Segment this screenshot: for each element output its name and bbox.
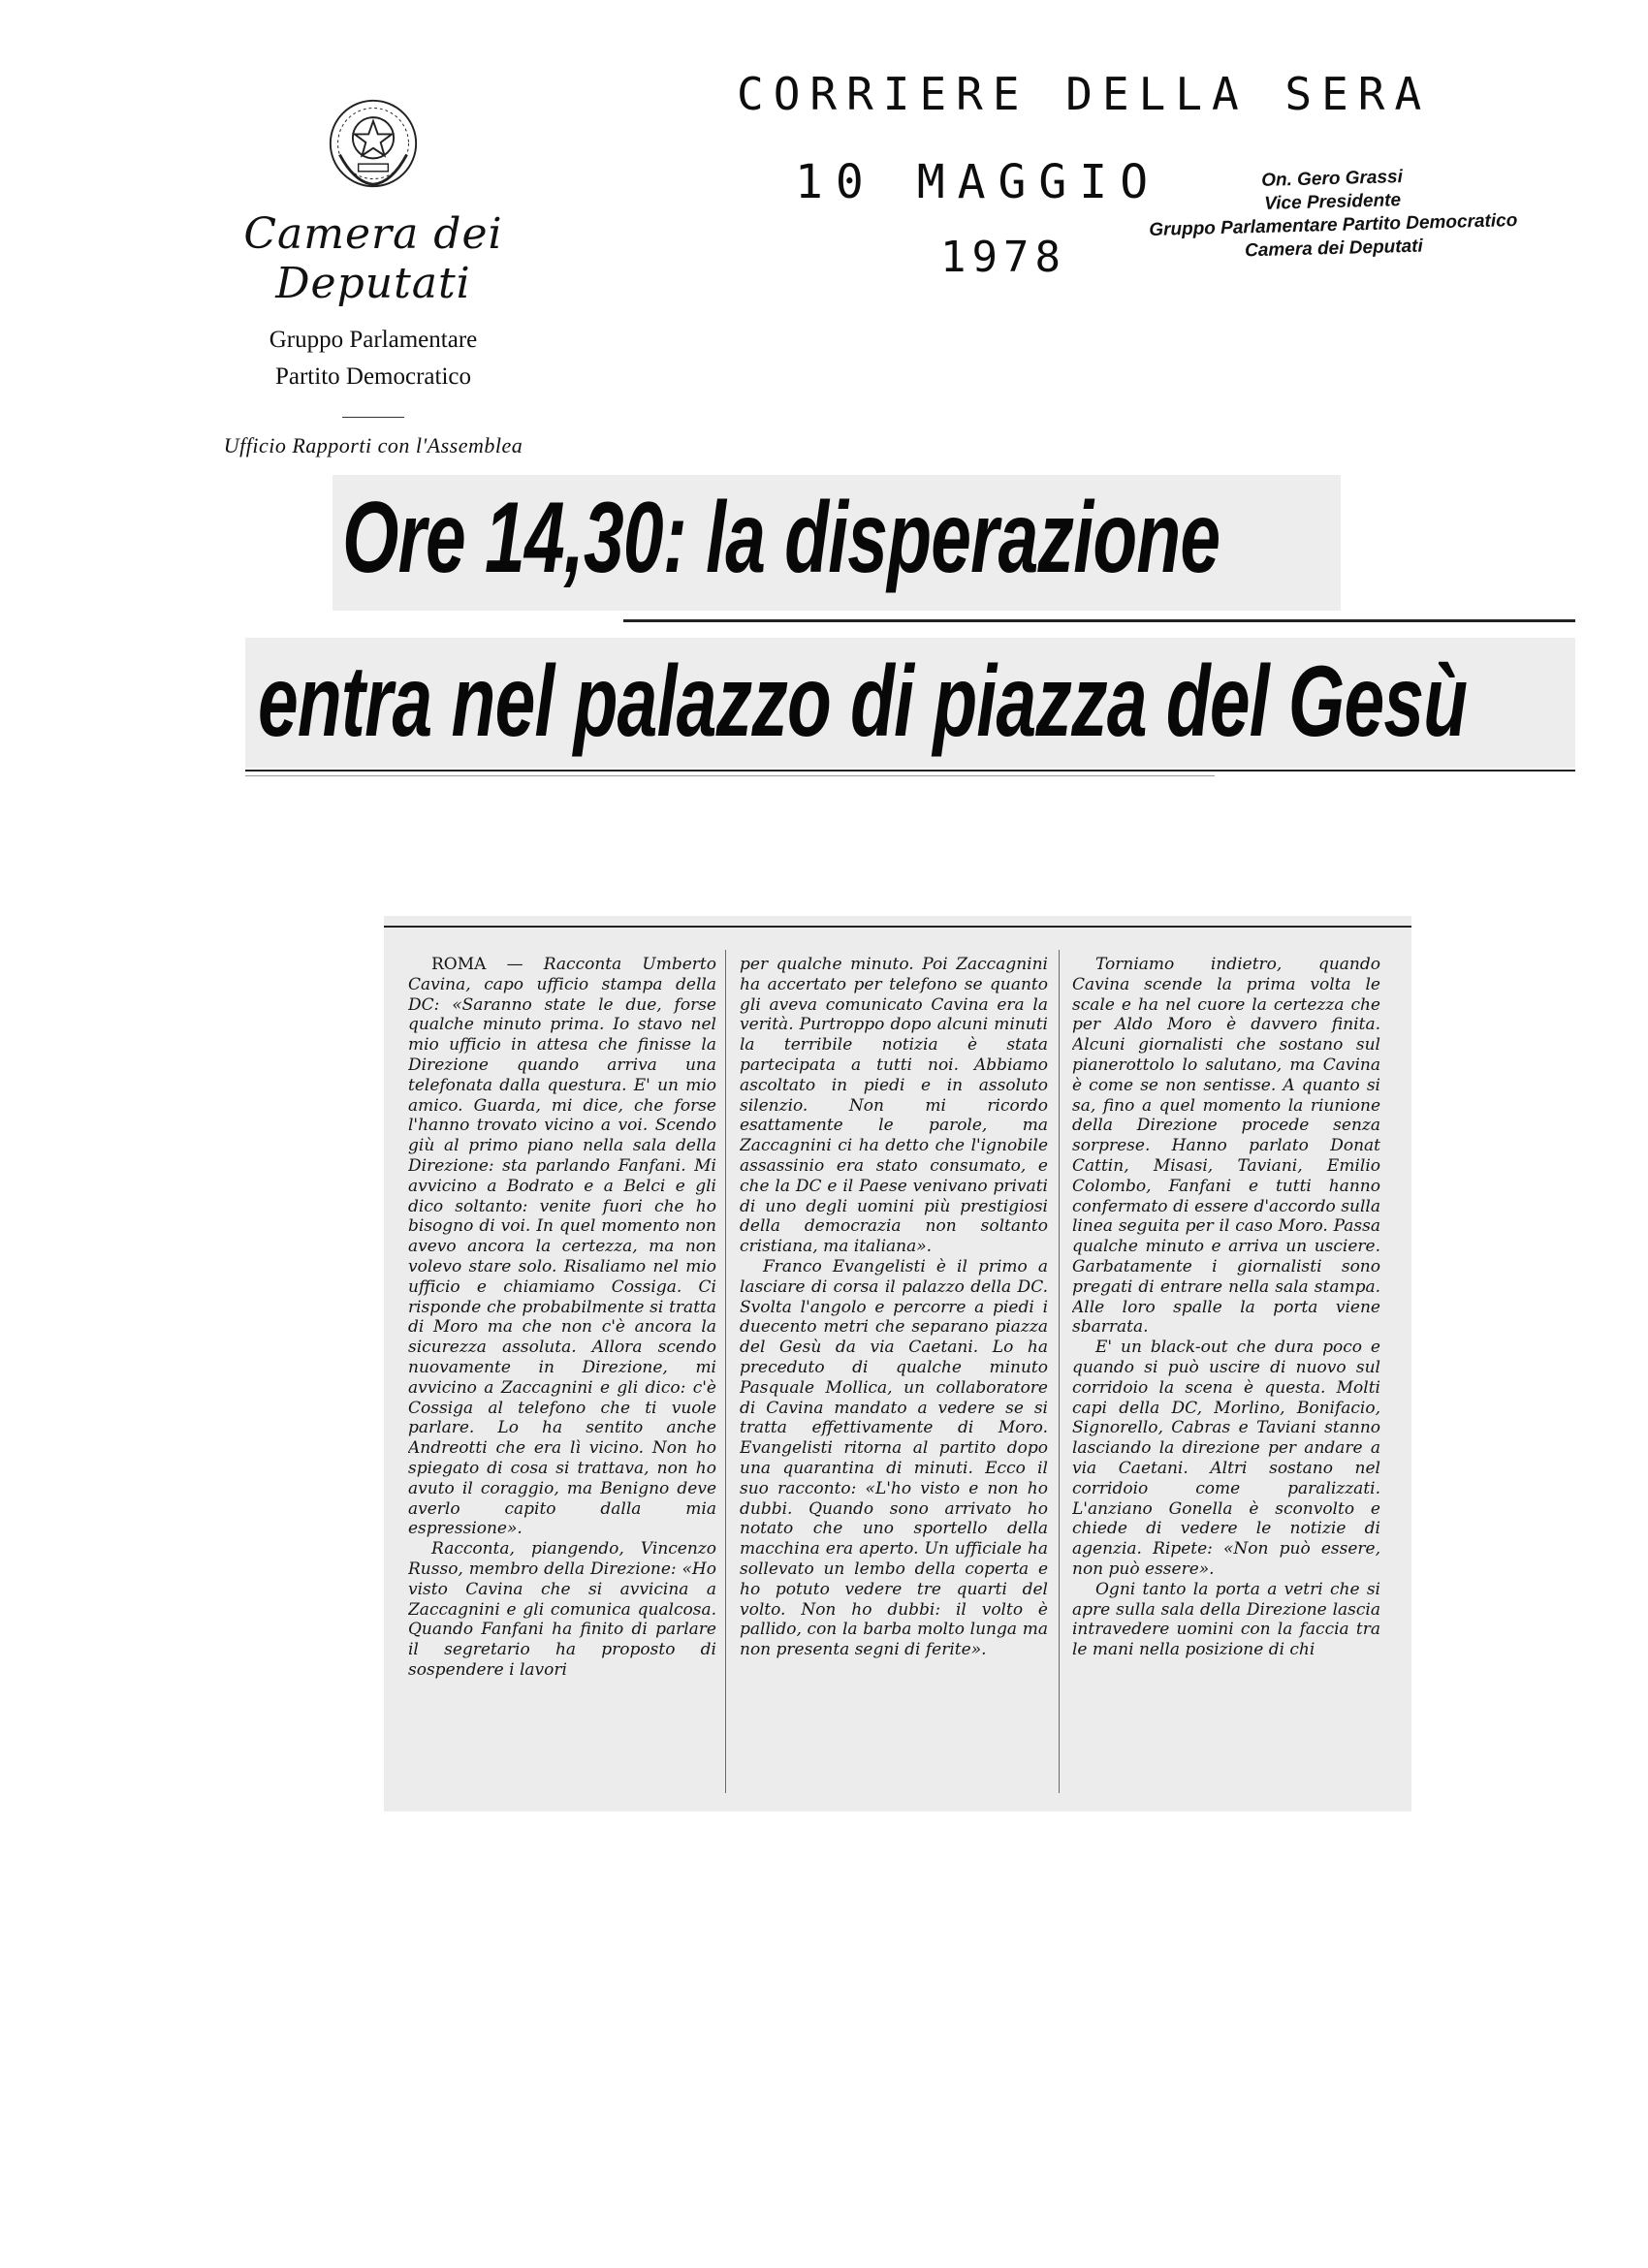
article-paragraph: ROMA — Racconta Umberto Cavina, capo ufficio stampa della DC: «Saranno state le due, forse qualche minuto prima. Io stavo nel mio ufficio in attesa che finisse la Direzione quando arriva una telefonata dalla questura. E' un mio amico. Guarda, mi dice, che forse l'hanno trovato vicino a voi. Scendo giù al primo piano nella sala della Direzione: sta parlando Fanfani. Mi avvicino a Bodrato e a Belci e gli dico soltanto: venite fuori che ho bisogno di voi. In quel momento non avevo ancora la certezza, ma non volevo stare solo. Risaliamo nel mio ufficio e chiamiamo Cossiga. Ci risponde che probabilmente si tratta di Moro ma che non c'è ancora la sicurezza assoluta. Allora scendo nuovamente in Direzione, mi avvicino a Zaccagnini e gli dico: c'è Cossiga al telefono che ti vuole parlare. Lo ha sentito anche Andreotti che era lì vicino. Non ho spiegato di cosa si trattava, non ho avuto il coraggio, ma Benigno deve averlo capito dalla mia espressione». — [408, 955, 716, 1539]
headline-rule-top — [623, 619, 1575, 622]
article-paragraph: per qualche minuto. Poi Zaccagnini ha accertato per telefono se quanto gli aveva comunicato Cavina era la verità. Purtroppo dopo alcuni minuti la terribile notizia è stata partecipata a tutti noi. Abbiamo ascoltato in piedi e in assoluto silenzio. Non mi ricordo esattamente le parole, ma Zaccagnini ci ha detto che l'ignobile assassinio era stato consumato, e che la DC e il Paese venivano privati di uno degli uomini più prestigiosi della democrazia non soltanto cristiana, ma italiana». — [740, 955, 1048, 1257]
stamp-institution: Camera dei Deputati — [1244, 236, 1424, 262]
headline-strip-1 — [333, 475, 1341, 611]
republic-emblem-icon — [327, 97, 420, 190]
article-paragraph: E' un black-out che dura poco e quando si può uscire di nuovo sul corridoio la scena è questa. Molti capi della DC, Morlino, Bonifacio, Signorello, Cabras e Taviani stanno lasciando la direzione per andare a via Caetani. Altri sostano nel corridoio come paralizzati. L'anziano Gonella è sconvolto e chiede di vedere le notizie di agenzia. Ripete: «Non può essere, non può essere». — [1072, 1338, 1380, 1579]
article-paragraph: Torniamo indietro, quando Cavina scende la prima volta le scale e ha nel cuore la certezza che per Aldo Moro è davvero finita. Alcuni giornalisti che sostano sul pianerottolo lo salutano, ma Cavina è come se non sentisse. A quanto si sa, fino a quel momento la riunione della Direzione procede senza sorprese. Hanno parlato Donat Cattin, Misasi, Taviani, Emilio Colombo, Fanfani e tutti hanno confermato di essere d'accordo sulla linea seguita per il caso Moro. Passa qualche minuto e arriva un usciere. Garbatamente i giornalisti sono pregati di entrare nella sala stampa. Alle loro spalle la porta viene sbarrata. — [1072, 955, 1380, 1338]
stamp-block — [1099, 162, 1567, 268]
group-line-1: Gruppo Parlamentare — [269, 327, 478, 353]
article-top-rule — [384, 926, 1411, 928]
headline-line-2: entra nel palazzo di piazza del Gesù — [257, 646, 1468, 758]
chamber-name: Camera dei Deputati — [243, 209, 503, 308]
letterhead-divider — [342, 417, 404, 418]
handwritten-newspaper-name: CORRIERE DELLA SERA — [737, 68, 1432, 120]
stamp-group: Gruppo Parlamentare Partito Democratico — [1149, 210, 1518, 240]
dateline: ROMA — — [431, 955, 523, 974]
stamp-role: Vice Presidente — [1264, 190, 1402, 214]
column-divider — [725, 950, 726, 1793]
letterhead — [165, 97, 582, 458]
headline-rule-bottom — [245, 770, 1575, 772]
headline-strip-2 — [245, 638, 1575, 768]
article-column-1 — [408, 955, 716, 1788]
column-divider — [1059, 950, 1060, 1793]
article-column-3 — [1072, 955, 1380, 1788]
article-paragraph: Ogni tanto la porta a vetri che si apre sulla sala della Direzione lascia intravedere uomini con la faccia tra le mani nella posizione di chi — [1072, 1579, 1380, 1660]
office-name: Ufficio Rapporti con l'Assemblea — [223, 433, 523, 457]
article-paragraph: Racconta, piangendo, Vincenzo Russo, membro della Direzione: «Ho visto Cavina che si avvicina a Zaccagnini e gli comunica qualcosa. Quando Fanfani ha finito di parlare il segretario ha proposto di sospendere i lavori — [408, 1539, 716, 1680]
headline-rule-faint — [245, 775, 1215, 776]
article-column-2 — [740, 955, 1048, 1788]
headline-line-1: Ore 14,30: la disperazione — [342, 482, 1220, 594]
group-line-2: Partito Democratico — [274, 363, 471, 390]
stamp-name: On. Gero Grassi — [1260, 167, 1404, 191]
article-paragraph: Franco Evangelisti è il primo a lasciare di corsa il palazzo della DC. Svolta l'angolo e percorre a piedi i duecento metri che separano piazza del Gesù da via Caetani. Lo ha preceduto di qualche minuto Pasquale Mollica, un collaboratore di Cavina mandato a vedere se si tratta effettivamente di Moro. Evangelisti ritorna al partito dopo una quarantina di minuti. Ecco il suo racconto: «L'ho visto e non ho dubbi. Quando sono arrivato ho notato che uno sportello della macchina era aperto. Un ufficiale ha sollevato un lembo della coperta e ho potuto vedere tre quarti del volto. Non ho dubbi: il volto è pallido, con la barba molto lunga ma non presenta segni di ferite». — [740, 1256, 1048, 1660]
handwritten-date: 10 MAGGIO — [795, 155, 1161, 209]
handwritten-year: 1978 — [940, 233, 1066, 282]
